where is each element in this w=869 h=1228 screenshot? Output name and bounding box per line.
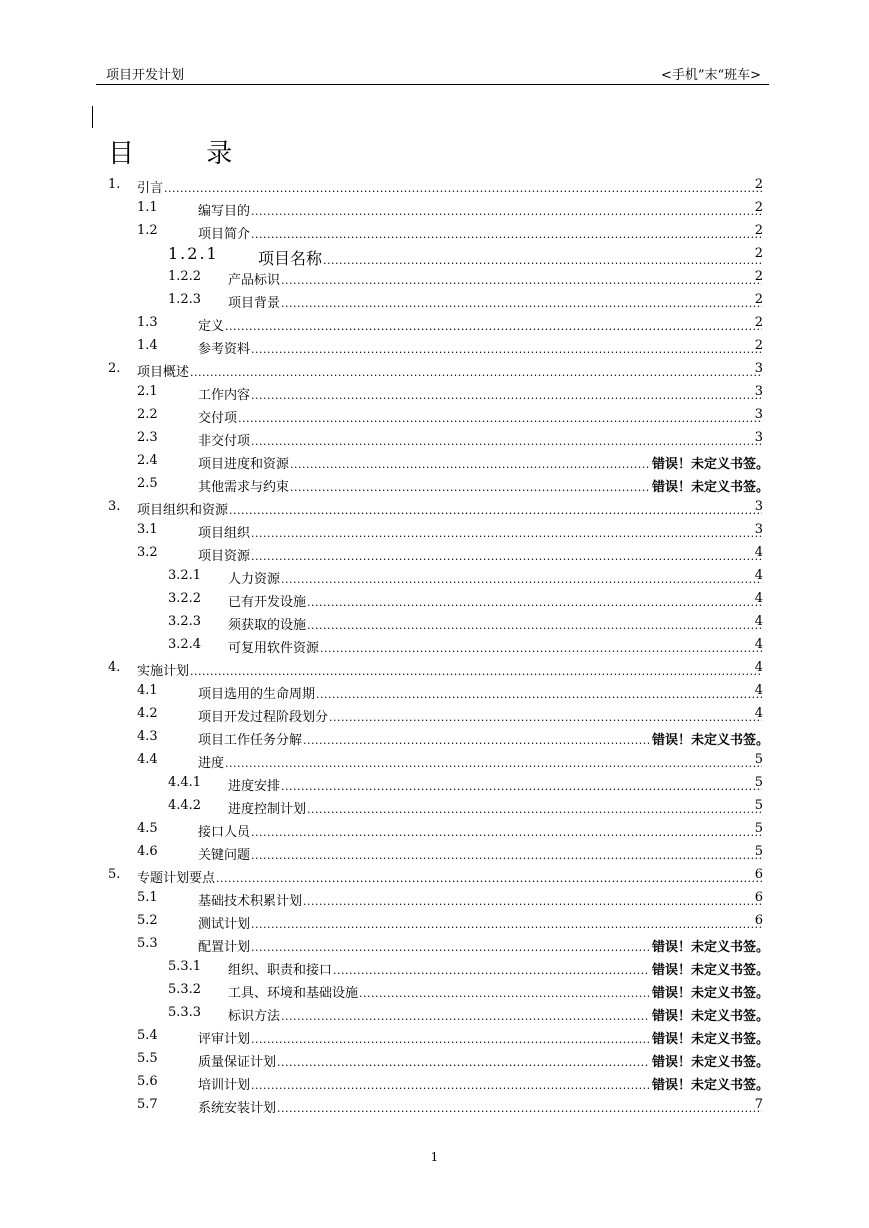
toc-entry-number: 5.3.1 <box>168 959 202 974</box>
toc-dot-leader <box>251 826 762 839</box>
toc-entry-page: 4 <box>754 706 763 721</box>
toc-entry-title: 接口人员 <box>198 825 251 840</box>
toc-entry-title: 交付项 <box>198 411 238 426</box>
toc-entry[interactable] <box>0 565 869 588</box>
toc-entry-leader-line <box>198 890 763 909</box>
toc-entry-number: 3.2 <box>137 545 158 560</box>
toc-entry[interactable] <box>0 680 869 703</box>
toc-dot-leader <box>251 918 762 931</box>
toc-entry-number: 2.3 <box>137 430 158 445</box>
toc-entry-title: 须获取的设施 <box>228 618 307 633</box>
toc-entry-title: 项目工作任务分解 <box>198 733 303 748</box>
toc-dot-leader <box>251 1033 649 1046</box>
toc-entry-page: 6 <box>754 867 763 882</box>
toc-entry-leader-line <box>198 1051 650 1070</box>
toc-dot-leader <box>281 780 762 793</box>
toc-entry[interactable] <box>0 772 869 795</box>
toc-entry-page: 2 <box>754 246 763 261</box>
toc-entry[interactable] <box>0 1071 869 1094</box>
toc-dot-leader <box>281 1010 649 1023</box>
toc-entry-title: 项目开发过程阶段划分 <box>198 710 329 725</box>
toc-entry-bookmark-error: 错误！未定义书签。 <box>651 1009 769 1024</box>
toc-dot-leader <box>190 665 762 678</box>
toc-entry[interactable] <box>0 634 869 657</box>
toc-entry-title: 参考资料 <box>198 342 251 357</box>
toc-entry-title: 已有开发设施 <box>228 595 307 610</box>
toc-entry-number: 4.5 <box>137 821 158 836</box>
header-document-title: 项目开发计划 <box>106 68 185 83</box>
toc-entry[interactable] <box>0 1002 869 1025</box>
toc-dot-leader <box>290 458 649 471</box>
toc-entry-number: 5.3.2 <box>168 982 202 997</box>
toc-entry-page: 2 <box>754 315 763 330</box>
toc-entry-number: 4.4 <box>137 752 158 767</box>
toc-entry-number: 2.2 <box>137 407 158 422</box>
toc-entry[interactable] <box>0 335 869 358</box>
toc-entry-leader-line <box>198 430 763 449</box>
toc-entry-leader-line <box>137 361 763 380</box>
toc-entry-number: 5.4 <box>137 1028 158 1043</box>
toc-entry-bookmark-error: 错误！未定义书签。 <box>651 1078 769 1093</box>
toc-dot-leader <box>281 274 762 287</box>
toc-entry-number: 3.2.4 <box>168 637 202 652</box>
toc-entry-bookmark-error: 错误！未定义书签。 <box>651 1032 769 1047</box>
toc-entry-number: 5.3 <box>137 936 158 951</box>
toc-entry-title: 系统安装计划 <box>198 1101 277 1116</box>
toc-entry-leader-line <box>198 200 763 219</box>
toc-entry[interactable] <box>0 795 869 818</box>
toc-entry-number: 3.1 <box>137 522 158 537</box>
toc-dot-leader <box>251 1079 649 1092</box>
toc-entry-title: 标识方法 <box>228 1009 281 1024</box>
toc-entry-number: 1.1 <box>137 200 158 215</box>
toc-entry-number: 3.2.2 <box>168 591 202 606</box>
toc-entry-number: 1.2.3 <box>168 292 202 307</box>
toc-entry-leader-line <box>198 476 650 495</box>
toc-dot-leader <box>303 734 649 747</box>
toc-entry-title: 其他需求与约束 <box>198 480 290 495</box>
toc-entry-title: 进度安排 <box>228 779 281 794</box>
toc-entry-leader-line <box>198 1074 650 1093</box>
toc-dot-leader <box>251 941 649 954</box>
toc-entry[interactable] <box>0 956 869 979</box>
toc-entry-title: 专题计划要点 <box>137 871 216 886</box>
toc-entry[interactable] <box>0 450 869 473</box>
toc-entry-leader-line <box>198 407 763 426</box>
toc-entry-title: 进度控制计划 <box>228 802 307 817</box>
toc-entry-page: 3 <box>754 522 763 537</box>
toc-entry-bookmark-error: 错误！未定义书签。 <box>651 1055 769 1070</box>
toc-entry-title: 项目名称 <box>258 249 323 268</box>
toc-entry-leader-line <box>198 752 763 771</box>
toc-dot-leader <box>307 596 762 609</box>
toc-entry-leader-line <box>198 1028 650 1047</box>
toc-entry-page: 6 <box>754 913 763 928</box>
toc-entry-bookmark-error: 错误！未定义书签。 <box>651 986 769 1001</box>
toc-entry-leader-line <box>198 936 650 955</box>
toc-entry-bookmark-error: 错误！未定义书签。 <box>651 963 769 978</box>
toc-title: 目 录 <box>108 139 265 169</box>
toc-entry-number: 4.6 <box>137 844 158 859</box>
toc-entry-title: 质量保证计划 <box>198 1055 277 1070</box>
toc-entry-page: 4 <box>754 660 763 675</box>
toc-entry-leader-line <box>228 775 763 794</box>
toc-entry-leader-line <box>228 959 650 978</box>
toc-dot-leader <box>281 573 762 586</box>
toc-entry-number: 5. <box>108 867 121 882</box>
toc-entry-title: 项目概述 <box>137 365 190 380</box>
toc-entry-number: 2.1 <box>137 384 158 399</box>
toc-entry-title: 定义 <box>198 319 225 334</box>
toc-entry-number: 1. <box>108 177 121 192</box>
toc-entry-leader-line <box>228 292 763 311</box>
toc-entry-title: 编写目的 <box>198 204 251 219</box>
toc-entry-number: 5.5 <box>137 1051 158 1066</box>
toc-entry-title: 评审计划 <box>198 1032 251 1047</box>
toc-entry-page: 3 <box>754 499 763 514</box>
toc-entry-title: 基础技术积累计划 <box>198 894 303 909</box>
toc-entry-leader-line <box>137 499 763 518</box>
toc-dot-leader <box>229 504 762 517</box>
toc-entry-page: 3 <box>754 384 763 399</box>
toc-entry-title: 引言 <box>137 181 164 196</box>
toc-dot-leader <box>251 343 762 356</box>
toc-dot-leader <box>316 688 762 701</box>
toc-entry[interactable] <box>0 381 869 404</box>
toc-entry-number: 3. <box>108 499 121 514</box>
toc-entry-leader-line <box>228 591 763 610</box>
toc-dot-leader <box>251 849 762 862</box>
toc-entry-bookmark-error: 错误！未定义书签。 <box>651 480 769 495</box>
toc-entry[interactable] <box>0 933 869 956</box>
toc-dot-leader <box>164 182 762 195</box>
toc-entry[interactable] <box>0 289 869 312</box>
toc-dot-leader <box>290 481 649 494</box>
toc-entry-title: 测试计划 <box>198 917 251 932</box>
toc-dot-leader <box>216 872 762 885</box>
toc-entry[interactable] <box>0 542 869 565</box>
page-number: 1 <box>430 1150 439 1164</box>
toc-dot-leader <box>251 228 762 241</box>
text-cursor <box>92 106 93 128</box>
toc-entry-page: 5 <box>754 775 763 790</box>
toc-entry[interactable] <box>0 887 869 910</box>
header-project-name: <手机”末“班车> <box>660 68 761 83</box>
toc-dot-leader <box>251 389 762 402</box>
toc-entry-page: 4 <box>754 591 763 606</box>
toc-entry-page: 4 <box>754 683 763 698</box>
toc-dot-leader <box>307 803 762 816</box>
toc-entry[interactable] <box>0 841 869 864</box>
toc-entry-number: 3.2.1 <box>168 568 202 583</box>
toc-dot-leader <box>225 757 762 770</box>
toc-entry-title: 工作内容 <box>198 388 251 403</box>
toc-dot-leader <box>251 435 762 448</box>
toc-entry-page: 3 <box>754 407 763 422</box>
toc-entry-leader-line <box>198 453 650 472</box>
toc-entry[interactable] <box>0 174 869 197</box>
toc-entry-page: 4 <box>754 568 763 583</box>
toc-entry[interactable] <box>0 864 869 887</box>
toc-entry-leader-line <box>198 821 763 840</box>
toc-entry[interactable] <box>0 703 869 726</box>
toc-entry-page: 2 <box>754 200 763 215</box>
toc-entry-number: 1.3 <box>137 315 158 330</box>
toc-entry[interactable] <box>0 818 869 841</box>
toc-entry-title: 项目资源 <box>198 549 251 564</box>
toc-entry-leader-line <box>198 338 763 357</box>
toc-entry[interactable] <box>0 427 869 450</box>
toc-entry-page: 4 <box>754 545 763 560</box>
toc-entry-title: 项目组织和资源 <box>137 503 229 518</box>
toc-entry-title: 产品标识 <box>228 273 281 288</box>
toc-entry-number: 1.2.1 <box>168 244 219 263</box>
toc-entry[interactable] <box>0 519 869 542</box>
toc-entry-leader-line <box>198 683 763 702</box>
toc-entry-number: 5.2 <box>137 913 158 928</box>
toc-entry-number: 5.1 <box>137 890 158 905</box>
toc-entry-number: 2.4 <box>137 453 158 468</box>
toc-entry-page: 5 <box>754 798 763 813</box>
toc-entry-bookmark-error: 错误！未定义书签。 <box>651 733 769 748</box>
toc-entry[interactable] <box>0 588 869 611</box>
toc-entry-number: 4.3 <box>137 729 158 744</box>
toc-entry-leader-line <box>198 384 763 403</box>
toc-entry[interactable] <box>0 749 869 772</box>
toc-entry-leader-line <box>198 844 763 863</box>
toc-entry-leader-line <box>198 522 763 541</box>
toc-entry-title: 项目简介 <box>198 227 251 242</box>
toc-entry[interactable] <box>0 1048 869 1071</box>
toc-entry-number: 2. <box>108 361 121 376</box>
toc-entry-title: 项目组织 <box>198 526 251 541</box>
toc-entry-number: 4.4.1 <box>168 775 202 790</box>
toc-dot-leader <box>225 320 762 333</box>
toc-entry-title: 项目选用的生命周期 <box>198 687 316 702</box>
toc-entry[interactable] <box>0 266 869 289</box>
toc-dot-leader <box>307 619 762 632</box>
toc-entry-title: 关键问题 <box>198 848 251 863</box>
toc-entry-title: 人力资源 <box>228 572 281 587</box>
toc-entry-title: 非交付项 <box>198 434 251 449</box>
toc-dot-leader <box>251 550 762 563</box>
toc-entry-leader-line <box>198 223 763 242</box>
toc-entry-page: 2 <box>754 177 763 192</box>
toc-entry-number: 2.5 <box>137 476 158 491</box>
toc-entry-number: 5.6 <box>137 1074 158 1089</box>
toc-entry-number: 5.3.3 <box>168 1005 202 1020</box>
toc-dot-leader <box>303 895 762 908</box>
toc-entry-number: 4.1 <box>137 683 158 698</box>
toc-entry-number: 4.4.2 <box>168 798 202 813</box>
toc-entry-leader-line <box>198 315 763 334</box>
toc-entry-title: 实施计划 <box>137 664 190 679</box>
toc-entry-number: 1.2.2 <box>168 269 202 284</box>
toc-entry-leader-line <box>198 545 763 564</box>
toc-entry-leader-line <box>198 1097 763 1116</box>
toc-entry-page: 2 <box>754 269 763 284</box>
table-of-contents <box>0 174 869 1117</box>
toc-dot-leader <box>277 1102 762 1115</box>
toc-entry[interactable] <box>0 910 869 933</box>
toc-dot-leader <box>329 711 762 724</box>
toc-entry[interactable] <box>0 404 869 427</box>
toc-dot-leader <box>359 987 649 1000</box>
toc-entry-title: 项目背景 <box>228 296 281 311</box>
toc-entry-number: 4.2 <box>137 706 158 721</box>
toc-entry-leader-line <box>228 269 763 288</box>
toc-entry[interactable] <box>0 473 869 496</box>
toc-entry-leader-line <box>228 614 763 633</box>
toc-entry-leader-line <box>198 706 763 725</box>
toc-entry-leader-line <box>137 867 763 886</box>
toc-entry[interactable] <box>0 358 869 381</box>
toc-entry-page: 2 <box>754 292 763 307</box>
toc-entry-title: 培训计划 <box>198 1078 251 1093</box>
toc-entry-leader-line <box>137 660 763 679</box>
toc-entry-number: 5.7 <box>137 1097 158 1112</box>
toc-entry[interactable] <box>0 657 869 680</box>
toc-entry-number: 1.2 <box>137 223 158 238</box>
toc-entry-bookmark-error: 错误！未定义书签。 <box>651 940 769 955</box>
toc-entry-page: 5 <box>754 821 763 836</box>
toc-entry-leader-line <box>228 568 763 587</box>
toc-entry-leader-line <box>228 982 650 1001</box>
toc-entry[interactable] <box>0 243 869 266</box>
toc-entry-title: 配置计划 <box>198 940 251 955</box>
toc-entry-page: 3 <box>754 361 763 376</box>
toc-dot-leader <box>333 964 649 977</box>
toc-entry-leader-line <box>228 1005 650 1024</box>
toc-entry[interactable] <box>0 197 869 220</box>
toc-entry-leader-line <box>198 729 650 748</box>
toc-entry-page: 2 <box>754 338 763 353</box>
toc-entry-leader-line <box>228 637 763 656</box>
toc-entry-title: 工具、环境和基础设施 <box>228 986 359 1001</box>
toc-entry-number: 1.4 <box>137 338 158 353</box>
toc-dot-leader <box>238 412 762 425</box>
toc-dot-leader <box>320 642 762 655</box>
toc-entry-bookmark-error: 错误！未定义书签。 <box>651 457 769 472</box>
toc-entry-title: 组织、职责和接口 <box>228 963 333 978</box>
toc-entry[interactable] <box>0 496 869 519</box>
toc-entry[interactable] <box>0 220 869 243</box>
toc-entry-title: 可复用软件资源 <box>228 641 320 656</box>
toc-dot-leader <box>251 205 762 218</box>
toc-entry-page: 4 <box>754 614 763 629</box>
toc-dot-leader <box>281 297 762 310</box>
toc-entry[interactable] <box>0 312 869 335</box>
toc-entry-leader-line <box>228 798 763 817</box>
toc-dot-leader <box>277 1056 649 1069</box>
toc-entry-page: 4 <box>754 637 763 652</box>
toc-entry-title: 项目进度和资源 <box>198 457 290 472</box>
toc-entry[interactable] <box>0 1025 869 1048</box>
toc-entry-page: 5 <box>754 752 763 767</box>
toc-entry-page: 6 <box>754 890 763 905</box>
toc-entry-leader-line <box>198 913 763 932</box>
toc-dot-leader <box>251 527 762 540</box>
toc-entry-page: 7 <box>754 1097 763 1112</box>
toc-entry-page: 3 <box>754 430 763 445</box>
toc-entry-page: 2 <box>754 223 763 238</box>
toc-entry[interactable] <box>0 979 869 1002</box>
toc-entry-title: 进度 <box>198 756 225 771</box>
toc-entry-leader-line <box>137 177 763 196</box>
toc-entry[interactable] <box>0 611 869 634</box>
toc-entry-number: 3.2.3 <box>168 614 202 629</box>
toc-entry[interactable] <box>0 1094 869 1117</box>
page-header <box>96 62 769 85</box>
toc-entry-page: 5 <box>754 844 763 859</box>
toc-dot-leader <box>190 366 762 379</box>
toc-entry[interactable] <box>0 726 869 749</box>
toc-entry-number: 4. <box>108 660 121 675</box>
